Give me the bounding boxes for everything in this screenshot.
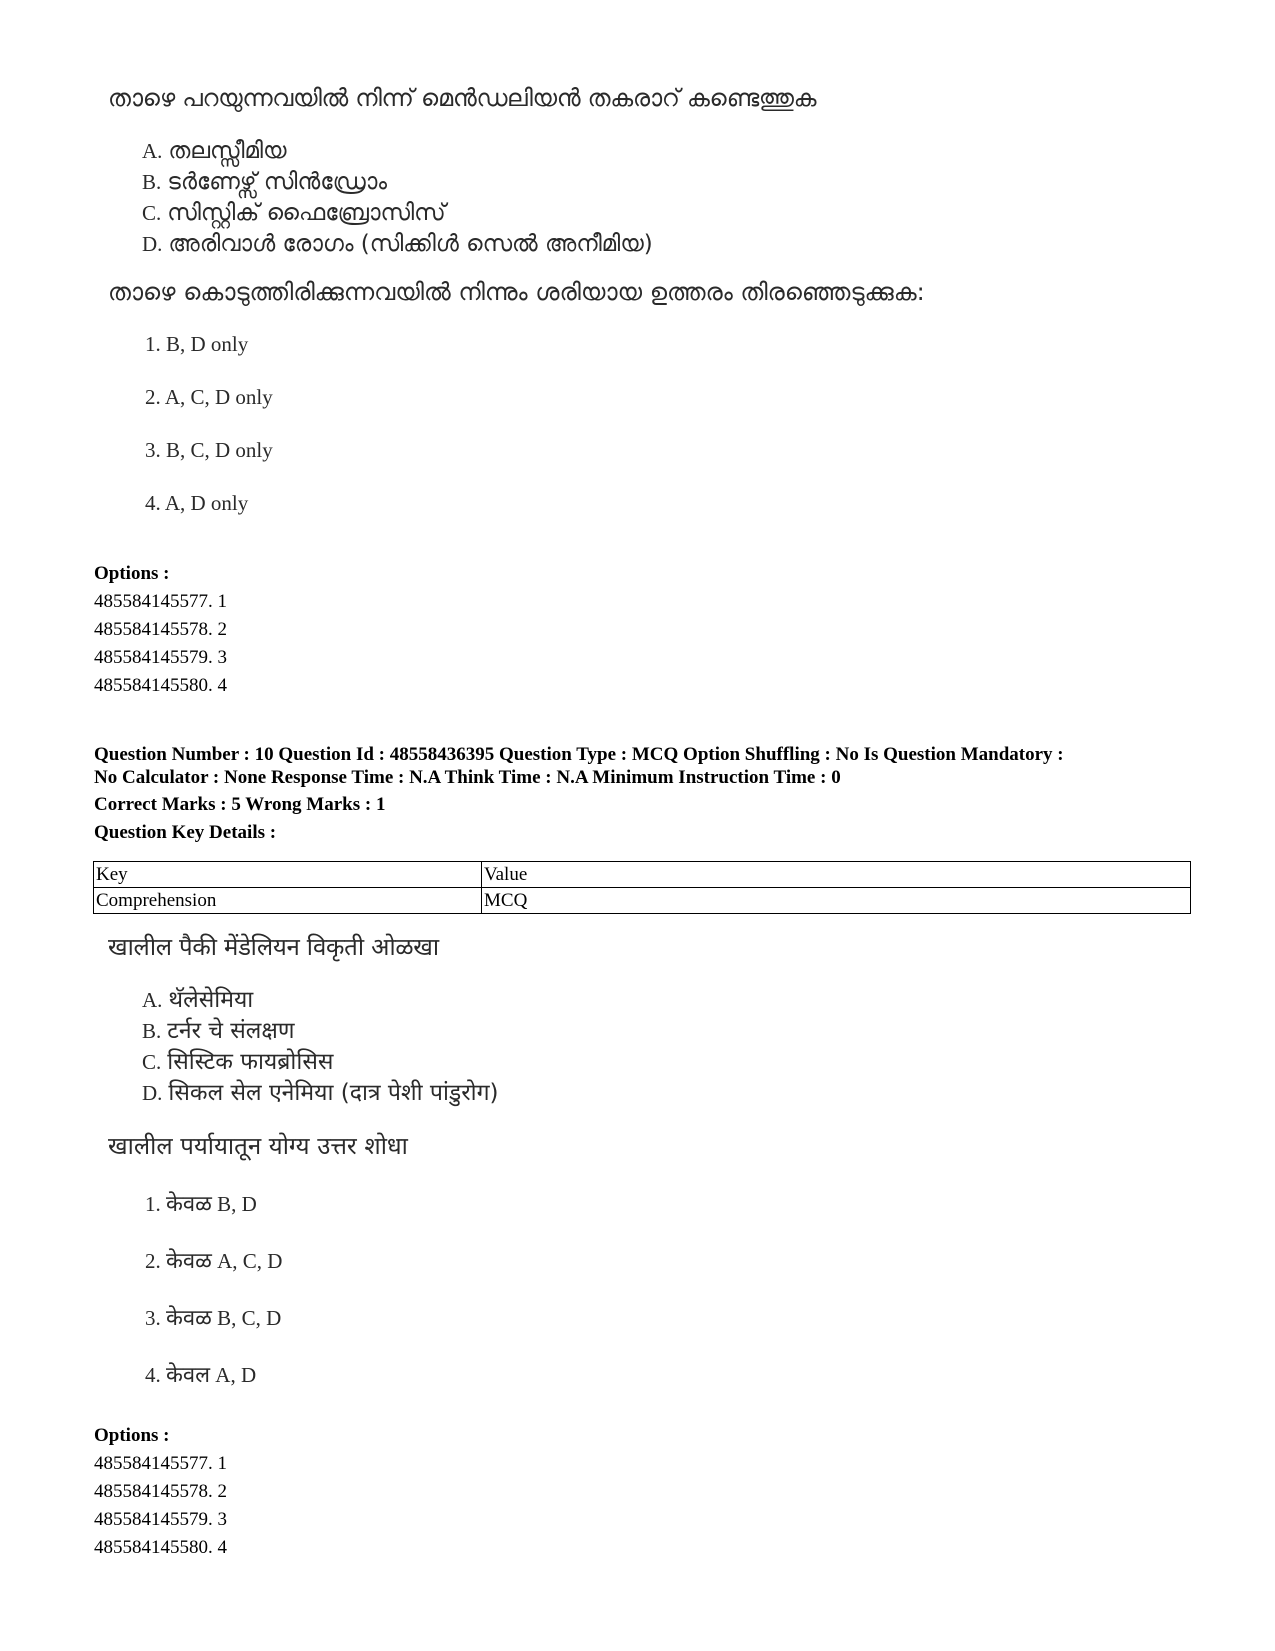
choice-1: 1. केवळ B, D bbox=[145, 1192, 257, 1217]
statement-b: B. ടർണേഴ്സ് സിൻഡ്രോം bbox=[142, 169, 387, 195]
meta-line: No Calculator : None Response Time : N.A Think Time : N.A Minimum Instruction Time : 0 bbox=[94, 767, 841, 788]
question-stem: താഴെ പറയുന്നവയിൽ നിന്ന് മെൻഡലിയൻ തകരാറ് കണ്ടെത്തുക bbox=[108, 84, 817, 112]
choice-2: 2. केवळ A, C, D bbox=[145, 1249, 283, 1274]
option-item: 485584145577. 1 bbox=[94, 591, 227, 612]
table-header-cell: Value bbox=[482, 862, 1191, 888]
choice-4: 4. केवल A, D bbox=[145, 1363, 257, 1388]
table-header-cell: Key bbox=[94, 862, 482, 888]
choice-1: 1. B, D only bbox=[145, 332, 249, 356]
option-item: 485584145580. 4 bbox=[94, 675, 227, 696]
key-details-table bbox=[93, 861, 1191, 914]
table-cell: Comprehension bbox=[94, 888, 482, 914]
options-label: Options : bbox=[94, 1425, 170, 1446]
statement-c: C. सिस्टिक फायब्रोसिस bbox=[142, 1049, 334, 1075]
question-10-image bbox=[108, 930, 499, 1389]
choice-2: 2. A, C, D only bbox=[145, 385, 273, 409]
question-stem: खालील पैकी मेंडेलियन विकृती ओळखा bbox=[108, 933, 439, 961]
meta-line: Question Number : 10 Question Id : 48558436395 Question Type : MCQ Option Shuffling : No Is Question Mandatory : bbox=[94, 744, 1064, 765]
option-item: 485584145577. 1 bbox=[94, 1453, 227, 1474]
options-label: Options : bbox=[94, 563, 170, 584]
choice-3: 3. B, C, D only bbox=[145, 438, 273, 462]
marks-line: Correct Marks : 5 Wrong Marks : 1 bbox=[94, 794, 386, 815]
question-instruction: താഴെ കൊടുത്തിരിക്കുന്നവയിൽ നിന്നും ശരിയായ ഉത്തരം തിരഞ്ഞെടുക്കുക: bbox=[108, 278, 925, 306]
option-item: 485584145579. 3 bbox=[94, 647, 227, 668]
statement-d: D. അരിവാൾ രോഗം (സിക്കിൾ സെൽ അനീമിയ) bbox=[142, 231, 653, 257]
key-details-label: Question Key Details : bbox=[94, 822, 277, 843]
question-9-options bbox=[94, 560, 227, 700]
option-item: 485584145580. 4 bbox=[94, 1537, 227, 1558]
question-instruction: खालील पर्यायातून योग्य उत्तर शोधा bbox=[108, 1132, 408, 1160]
option-item: 485584145578. 2 bbox=[94, 619, 227, 640]
option-item: 485584145578. 2 bbox=[94, 1481, 227, 1502]
question-10-options bbox=[94, 1422, 227, 1562]
statement-a: A. തലസ്സീമിയ bbox=[142, 138, 287, 164]
table-row bbox=[94, 888, 1191, 914]
statement-d: D. सिकल सेल एनेमिया (दात्र पेशी पांडुरोग) bbox=[142, 1080, 499, 1106]
table-header-row bbox=[94, 862, 1191, 888]
table-cell: MCQ bbox=[482, 888, 1191, 914]
statement-a: A. थॅलेसेमिया bbox=[142, 987, 254, 1013]
statement-b: B. टर्नर चे संलक्षण bbox=[142, 1018, 295, 1044]
statement-c: C. സിസ്റ്റിക് ഫൈബ്രോസിസ് bbox=[142, 200, 446, 226]
question-10-meta bbox=[94, 743, 1194, 789]
question-9-image bbox=[108, 84, 925, 521]
choice-4: 4. A, D only bbox=[145, 491, 249, 515]
option-item: 485584145579. 3 bbox=[94, 1509, 227, 1530]
choice-3: 3. केवळ B, C, D bbox=[145, 1306, 282, 1331]
